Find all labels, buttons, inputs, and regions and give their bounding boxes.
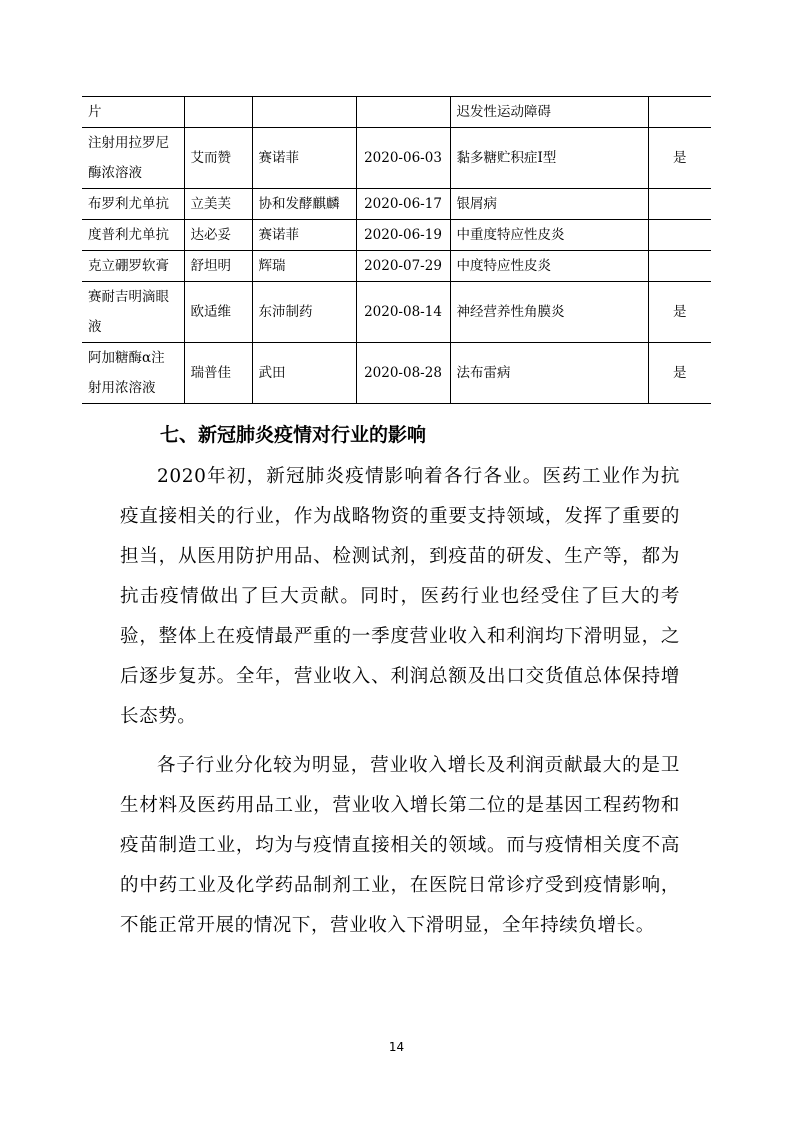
table-row	[82, 128, 711, 189]
cell-company: 东沛制药	[252, 282, 356, 343]
cell-date: 2020-06-03	[356, 128, 450, 189]
body-paragraph: 各子行业分化较为明显，营业收入增长及利润贡献最大的是卫生材料及医药用品工业，营业收入增长第二位的是基因工程药物和疫苗制造工业，均为与疫情直接相关的领域。而与疫情相关度不高的中药工业及化学药品制剂工业，在医院日常诊疗受到疫情影响，不能正常开展的情况下，营业收入下滑明显，全年持续负增长。	[120, 755, 680, 936]
cell-date: 2020-06-19	[356, 220, 450, 251]
cell-indication: 中重度特应性皮炎	[450, 220, 648, 251]
cell-indication: 中度特应性皮炎	[450, 251, 648, 282]
cell-trade-name: 舒坦明	[184, 251, 252, 282]
cell-company: 赛诺菲	[252, 128, 356, 189]
table-row	[82, 220, 711, 251]
cell-flag	[648, 97, 711, 128]
table-row	[82, 251, 711, 282]
cell-trade-name: 艾而赞	[184, 128, 252, 189]
cell-flag: 是	[648, 128, 711, 189]
cell-trade-name: 瑞普佳	[184, 343, 252, 404]
cell-drug-name: 阿加糖酶α注射用浓溶液	[82, 343, 184, 404]
cell-drug-name: 克立硼罗软膏	[82, 251, 184, 282]
cell-company: 辉瑞	[252, 251, 356, 282]
cell-drug-name: 赛耐吉明滴眼液	[82, 282, 184, 343]
cell-indication: 黏多糖贮积症Ⅰ型	[450, 128, 648, 189]
page-number: 14	[388, 1040, 405, 1054]
table-row	[82, 282, 711, 343]
cell-trade-name: 欧适维	[184, 282, 252, 343]
table-row	[82, 343, 711, 404]
cell-indication: 法布雷病	[450, 343, 648, 404]
cell-flag: 是	[648, 343, 711, 404]
cell-drug-name: 片	[82, 97, 184, 128]
cell-company: 赛诺菲	[252, 220, 356, 251]
cell-company	[252, 97, 356, 128]
cell-date: 2020-08-14	[356, 282, 450, 343]
cell-flag: 是	[648, 282, 711, 343]
cell-trade-name	[184, 97, 252, 128]
cell-date: 2020-08-28	[356, 343, 450, 404]
cell-flag	[648, 251, 711, 282]
cell-date: 2020-06-17	[356, 189, 450, 220]
cell-flag	[648, 220, 711, 251]
drug-approval-table	[82, 96, 711, 404]
cell-date	[356, 97, 450, 128]
table-row	[82, 189, 711, 220]
cell-flag	[648, 189, 711, 220]
cell-drug-name: 布罗利尤单抗	[82, 189, 184, 220]
cell-company: 协和发酵麒麟	[252, 189, 356, 220]
table-row	[82, 97, 711, 128]
cell-date: 2020-07-29	[356, 251, 450, 282]
cell-trade-name: 立美芙	[184, 189, 252, 220]
cell-indication: 银屑病	[450, 189, 648, 220]
cell-drug-name: 注射用拉罗尼酶浓溶液	[82, 128, 184, 189]
cell-trade-name: 达必妥	[184, 220, 252, 251]
cell-drug-name: 度普利尤单抗	[82, 220, 184, 251]
cell-company: 武田	[252, 343, 356, 404]
section-heading: 七、新冠肺炎疫情对行业的影响	[160, 424, 427, 446]
cell-indication: 神经营养性角膜炎	[450, 282, 648, 343]
body-paragraph: 2020年初，新冠肺炎疫情影响着各行各业。医药工业作为抗疫直接相关的行业，作为战略物资的重要支持领域，发挥了重要的担当，从医用防护用品、检测试剂，到疫苗的研发、生产等，都为抗击疫情做出了巨大贡献。同时，医药行业也经受住了巨大的考验，整体上在疫情最严重的一季度营业收入和利润均下滑明显，之后逐步复苏。全年，营业收入、利润总额及出口交货值总体保持增长态势。	[120, 466, 680, 727]
cell-indication: 迟发性运动障碍	[450, 97, 648, 128]
